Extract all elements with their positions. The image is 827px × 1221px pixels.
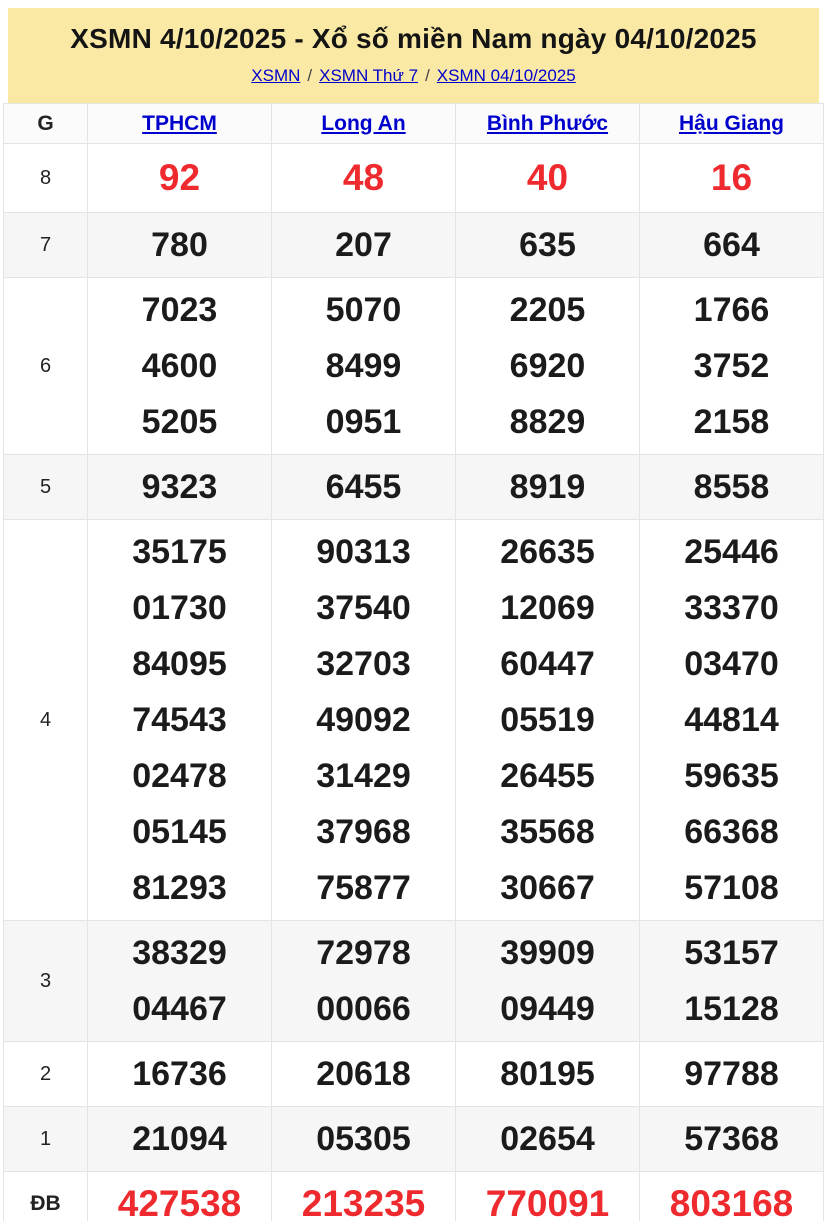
prize-column-header: G — [4, 104, 88, 144]
prize-number: 84095 — [132, 645, 227, 683]
prize-number: 97788 — [684, 1055, 779, 1093]
prize-number: 5070 — [325, 291, 402, 329]
prize-number: 3752 — [693, 347, 770, 385]
prize-number: 30667 — [500, 869, 595, 907]
prize-row-3 — [4, 921, 824, 1042]
province-header-hau-giang — [640, 104, 824, 144]
prize-number: 66368 — [684, 813, 779, 851]
prize-row-1 — [4, 1107, 824, 1172]
prize-number: 90313 — [316, 533, 411, 571]
prize-cell — [88, 921, 272, 1042]
prize-number: 05305 — [316, 1120, 411, 1158]
prize-cell — [272, 278, 456, 455]
province-link-long-an[interactable]: Long An — [321, 111, 406, 135]
prize-label-ĐB: ĐB — [4, 1172, 88, 1221]
prize-cell — [88, 1042, 272, 1107]
prize-number: 32703 — [316, 645, 411, 683]
prize-number: 4600 — [141, 347, 218, 385]
prize-cell — [88, 144, 272, 213]
prize-cell — [272, 455, 456, 520]
prize-number: 49092 — [316, 701, 411, 739]
prize-label-4: 4 — [4, 520, 88, 921]
prize-label-8: 8 — [4, 144, 88, 213]
province-header-long-an — [272, 104, 456, 144]
prize-number: 21094 — [132, 1120, 227, 1158]
prize-number: 57368 — [684, 1120, 779, 1158]
prize-number: 92 — [158, 157, 201, 198]
prize-number: 2158 — [693, 403, 770, 441]
prize-cell — [88, 520, 272, 921]
prize-row-4 — [4, 520, 824, 921]
prize-number: 04467 — [132, 990, 227, 1028]
results-table — [3, 103, 824, 1221]
prize-number: 6920 — [509, 347, 586, 385]
prize-number: 05145 — [132, 813, 227, 851]
prize-number: 213235 — [301, 1183, 426, 1221]
prize-number: 8499 — [325, 347, 402, 385]
prize-number: 37968 — [316, 813, 411, 851]
prize-number: 803168 — [669, 1183, 794, 1221]
prize-cell — [88, 455, 272, 520]
prize-row-ĐB — [4, 1172, 824, 1221]
prize-number: 01730 — [132, 589, 227, 627]
prize-number: 25446 — [684, 533, 779, 571]
prize-number: 48 — [342, 157, 385, 198]
prize-cell — [88, 278, 272, 455]
page-title: XSMN 4/10/2025 - Xổ số miền Nam ngày 04/10/2025 — [70, 23, 757, 54]
prize-cell — [640, 520, 824, 921]
prize-number: 770091 — [485, 1183, 610, 1221]
header-banner — [8, 8, 819, 103]
prize-label-1: 1 — [4, 1107, 88, 1172]
prize-cell — [88, 213, 272, 278]
prize-number: 7023 — [141, 291, 218, 329]
prize-row-2 — [4, 1042, 824, 1107]
prize-number: 427538 — [117, 1183, 242, 1221]
prize-number: 0951 — [325, 403, 402, 441]
breadcrumb-link-xsmn-thu-7[interactable]: XSMN Thứ 7 — [319, 66, 419, 85]
prize-number: 02478 — [132, 757, 227, 795]
prize-number: 8829 — [509, 403, 586, 441]
prize-cell — [456, 213, 640, 278]
breadcrumb-link-xsmn[interactable]: XSMN — [251, 66, 301, 85]
results-table-body — [4, 144, 824, 1221]
prize-number: 72978 — [316, 934, 411, 972]
prize-cell — [272, 144, 456, 213]
prize-number: 74543 — [132, 701, 227, 739]
prize-label-5: 5 — [4, 455, 88, 520]
prize-number: 207 — [335, 226, 392, 264]
breadcrumb — [8, 66, 819, 86]
prize-number: 664 — [703, 226, 760, 264]
prize-number: 31429 — [316, 757, 411, 795]
breadcrumb-separator: / — [425, 66, 430, 85]
prize-number: 81293 — [132, 869, 227, 907]
prize-number: 80195 — [500, 1055, 595, 1093]
breadcrumb-link-xsmn-date[interactable]: XSMN 04/10/2025 — [436, 66, 576, 85]
prize-cell — [272, 213, 456, 278]
prize-cell — [456, 1107, 640, 1172]
prize-cell — [640, 278, 824, 455]
prize-number: 2205 — [509, 291, 586, 329]
prize-cell — [456, 1172, 640, 1221]
prize-number: 8919 — [509, 468, 586, 506]
prize-cell — [640, 1172, 824, 1221]
prize-cell — [640, 213, 824, 278]
prize-number: 05519 — [500, 701, 595, 739]
breadcrumb-separator: / — [307, 66, 313, 85]
prize-number: 53157 — [684, 934, 779, 972]
province-link-tphcm[interactable]: TPHCM — [142, 111, 217, 135]
prize-cell — [272, 1107, 456, 1172]
prize-number: 40 — [526, 157, 569, 198]
prize-number: 44814 — [684, 701, 779, 739]
prize-number: 6455 — [325, 468, 402, 506]
prize-number: 38329 — [132, 934, 227, 972]
prize-cell — [272, 520, 456, 921]
prize-number: 20618 — [316, 1055, 411, 1093]
prize-number: 60447 — [500, 645, 595, 683]
prize-cell — [456, 520, 640, 921]
prize-number: 9323 — [141, 468, 218, 506]
prize-number: 75877 — [316, 869, 411, 907]
prize-cell — [88, 1172, 272, 1221]
prize-number: 35175 — [132, 533, 227, 571]
province-header-binh-phuoc — [456, 104, 640, 144]
prize-number: 00066 — [316, 990, 411, 1028]
prize-label-7: 7 — [4, 213, 88, 278]
results-table-header — [4, 104, 824, 144]
prize-cell — [456, 1042, 640, 1107]
prize-number: 39909 — [500, 934, 595, 972]
prize-number: 03470 — [684, 645, 779, 683]
prize-row-5 — [4, 455, 824, 520]
prize-number: 37540 — [316, 589, 411, 627]
prize-number: 16 — [710, 157, 753, 198]
prize-number: 26635 — [500, 533, 595, 571]
prize-cell — [640, 144, 824, 213]
prize-cell — [272, 1042, 456, 1107]
prize-number: 02654 — [500, 1120, 595, 1158]
province-link-hau-giang[interactable]: Hậu Giang — [678, 111, 784, 135]
prize-number: 780 — [151, 226, 208, 264]
prize-number: 26455 — [500, 757, 595, 795]
prize-number: 09449 — [500, 990, 595, 1028]
prize-number: 5205 — [141, 403, 218, 441]
prize-cell — [88, 1107, 272, 1172]
prize-cell — [456, 278, 640, 455]
prize-label-6: 6 — [4, 278, 88, 455]
prize-cell — [456, 144, 640, 213]
prize-number: 635 — [519, 226, 576, 264]
prize-cell — [456, 455, 640, 520]
prize-cell — [640, 921, 824, 1042]
prize-number: 15128 — [684, 990, 779, 1028]
prize-cell — [456, 921, 640, 1042]
prize-number: 33370 — [684, 589, 779, 627]
prize-number: 12069 — [500, 589, 595, 627]
prize-number: 8558 — [693, 468, 770, 506]
province-link-binh-phuoc[interactable]: Bình Phước — [486, 111, 609, 135]
prize-cell — [272, 921, 456, 1042]
province-header-row — [4, 104, 824, 144]
prize-row-6 — [4, 278, 824, 455]
prize-label-2: 2 — [4, 1042, 88, 1107]
province-header-tphcm — [88, 104, 272, 144]
prize-cell — [640, 455, 824, 520]
prize-row-7 — [4, 213, 824, 278]
prize-cell — [640, 1042, 824, 1107]
prize-number: 1766 — [693, 291, 770, 329]
prize-number: 35568 — [500, 813, 595, 851]
prize-label-3: 3 — [4, 921, 88, 1042]
prize-number: 59635 — [684, 757, 779, 795]
prize-number: 16736 — [132, 1055, 227, 1093]
prize-cell — [272, 1172, 456, 1221]
prize-row-8 — [4, 144, 824, 213]
prize-number: 57108 — [684, 869, 779, 907]
prize-cell — [640, 1107, 824, 1172]
